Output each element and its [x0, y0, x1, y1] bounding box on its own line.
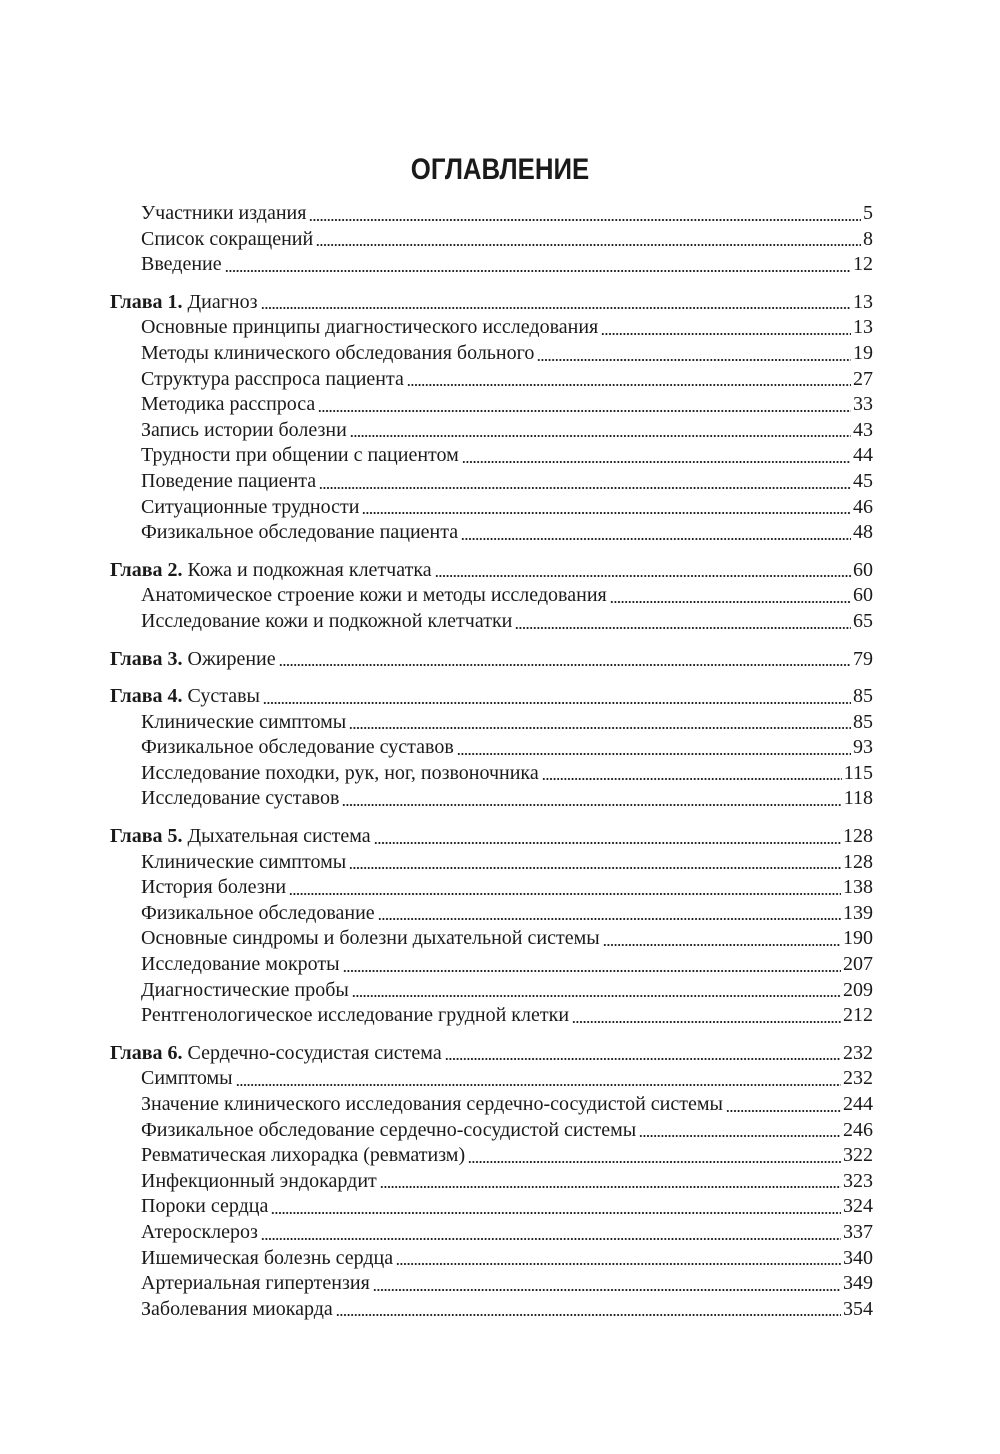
toc-entry-row[interactable] — [110, 1066, 873, 1092]
toc-entry-label: Физикальное обследование — [141, 901, 375, 924]
dot-leader — [316, 239, 861, 247]
toc-entry-label: Исследование походки, рук, ног, позвоночника — [141, 761, 539, 784]
page-number: 8 — [863, 227, 873, 250]
dot-leader — [572, 1016, 841, 1024]
page-number: 207 — [843, 953, 873, 976]
toc-entry-row[interactable] — [110, 1194, 873, 1220]
toc-chapter-title — [110, 558, 432, 584]
toc-entry-row[interactable] — [110, 315, 873, 341]
chapter-name: Кожа и подкожная клетчатка — [187, 558, 432, 581]
dot-leader — [336, 1309, 841, 1317]
page-number: 244 — [843, 1093, 873, 1115]
dot-leader — [396, 1258, 841, 1266]
page-number: 232 — [843, 1041, 873, 1064]
page-number: 79 — [853, 647, 873, 670]
toc-chapter-row[interactable] — [110, 290, 873, 316]
chapter-number: Глава 2. — [110, 558, 183, 581]
toc-entry-label: Физикальное обследование пациента — [141, 521, 459, 544]
toc-entry-row[interactable] — [110, 1143, 873, 1169]
dot-leader — [349, 862, 841, 870]
page-number: 85 — [853, 710, 873, 733]
page-number: 44 — [853, 444, 873, 467]
page-number: 340 — [843, 1246, 873, 1269]
toc-entry-label: Основные синдромы и болезни дыхательной системы — [141, 927, 600, 950]
dot-leader — [236, 1079, 841, 1087]
toc-entry-label: Клинические симптомы — [141, 850, 347, 873]
toc-chapter-row[interactable] — [110, 684, 873, 710]
toc-entry-row[interactable] — [110, 227, 873, 253]
chapter-name: Ожирение — [187, 647, 276, 670]
dot-leader — [350, 430, 851, 438]
chapter-name: Суставы — [187, 685, 260, 708]
dot-leader — [601, 328, 851, 336]
toc-entry-row[interactable] — [110, 495, 873, 521]
dot-leader — [462, 456, 851, 464]
toc-entry-row[interactable] — [110, 952, 873, 978]
chapter-number: Глава 1. — [110, 290, 183, 313]
dot-leader — [319, 482, 851, 490]
toc-entry-label: Физикальное обследование суставов — [141, 736, 454, 759]
toc-entry-label: Ситуационные трудности — [141, 495, 360, 518]
toc-entry-row[interactable] — [110, 875, 873, 901]
dot-leader — [457, 748, 851, 756]
dot-leader — [373, 1284, 841, 1292]
toc-entry-label: Запись истории болезни — [141, 418, 347, 441]
toc-chapter-row[interactable] — [110, 647, 873, 673]
toc-entry-row[interactable] — [110, 1220, 873, 1246]
toc-entry-label: Клинические симптомы — [141, 710, 347, 733]
page-number: 118 — [843, 787, 873, 810]
toc-entry-label: Инфекционный эндокардит — [141, 1169, 377, 1192]
page-number: 65 — [853, 609, 873, 632]
page-number: 324 — [843, 1195, 873, 1218]
toc-entry-row[interactable] — [110, 1169, 873, 1195]
page-number: 354 — [843, 1297, 873, 1320]
dot-leader — [380, 1181, 841, 1189]
dot-leader — [349, 722, 851, 730]
toc-entry-label: Анатомическое строение кожи и методы исследования — [141, 584, 607, 607]
toc-entry-row[interactable] — [110, 710, 873, 736]
dot-leader — [362, 507, 851, 515]
toc-entry-row[interactable] — [110, 520, 873, 546]
dot-leader — [610, 596, 851, 604]
dot-leader — [461, 533, 851, 541]
dot-leader — [639, 1130, 841, 1138]
toc-entry-label: Физикальное обследование сердечно-сосудистой системы — [141, 1118, 637, 1141]
toc-entry-label: Симптомы — [141, 1067, 233, 1090]
dot-leader — [515, 622, 851, 630]
toc-entry-row[interactable] — [110, 392, 873, 418]
page-number: 139 — [843, 901, 873, 924]
page-number: 13 — [853, 290, 873, 313]
toc-entry-label: Пороки сердца — [141, 1195, 269, 1218]
chapter-number: Глава 5. — [110, 825, 183, 848]
dot-leader — [279, 659, 851, 667]
page-number: 46 — [853, 495, 873, 518]
page-number: 337 — [843, 1220, 873, 1243]
toc-entry-label: Значение клинического исследования сердечно-сосудистой системы — [141, 1093, 723, 1115]
page-number: 322 — [843, 1144, 873, 1167]
toc-entry-label: Ревматическая лихорадка (ревматизм) — [141, 1144, 466, 1167]
toc-chapter-row[interactable] — [110, 1041, 873, 1067]
toc-entry-row[interactable] — [110, 786, 873, 812]
page-number: 60 — [853, 558, 873, 581]
page-number: 19 — [853, 341, 873, 364]
toc-chapter-title — [110, 824, 371, 850]
chapter-number: Глава 6. — [110, 1041, 183, 1064]
dot-leader — [318, 405, 851, 413]
chapter-number: Глава 3. — [110, 647, 183, 670]
toc-entry-row[interactable] — [110, 583, 873, 609]
page-number: 128 — [843, 850, 873, 873]
toc-chapter-title — [110, 290, 258, 316]
toc-entry-label: Методика расспроса — [141, 393, 316, 416]
dot-leader — [542, 773, 842, 781]
toc-chapter-group — [110, 647, 873, 673]
toc-entry-row[interactable] — [110, 418, 873, 444]
toc-entry-row[interactable] — [110, 735, 873, 761]
page-number: 13 — [853, 316, 873, 339]
toc-entry-row[interactable] — [110, 367, 873, 393]
toc-entry-row[interactable] — [110, 1246, 873, 1272]
toc-entry-label: Исследование кожи и подкожной клетчатки — [141, 609, 513, 632]
toc-entry-row[interactable] — [110, 443, 873, 469]
dot-leader — [261, 1233, 841, 1241]
toc-chapter-group — [110, 558, 873, 635]
toc-entry-label: Ишемическая болезнь сердца — [141, 1246, 394, 1269]
dot-leader — [309, 214, 861, 222]
page-number: 212 — [843, 1004, 873, 1027]
toc-entry-label: Заболевания миокарда — [141, 1297, 333, 1320]
toc-chapter-title — [110, 647, 276, 673]
toc-entry-row[interactable] — [110, 978, 873, 1004]
chapter-name: Дыхательная система — [187, 825, 371, 848]
toc-entry-label: Введение — [141, 253, 222, 276]
toc-entry-row[interactable] — [110, 201, 873, 227]
chapter-number: Глава 4. — [110, 685, 183, 708]
toc-entry-label: Список сокращений — [141, 227, 314, 250]
chapter-name: Сердечно-сосудистая система — [187, 1041, 442, 1064]
chapter-name: Диагноз — [187, 290, 258, 313]
toc-entry-label: Диагностические пробы — [141, 978, 349, 1001]
dot-leader — [271, 1207, 841, 1215]
page-number: 246 — [843, 1118, 873, 1141]
toc-entry-row[interactable] — [110, 469, 873, 495]
page-number: 12 — [853, 253, 873, 276]
toc-entry-label: Участники издания — [141, 202, 307, 224]
dot-leader — [726, 1105, 841, 1113]
dot-leader — [378, 913, 841, 921]
page-number: 27 — [853, 367, 873, 390]
toc-entry-row[interactable] — [110, 850, 873, 876]
page-number: 45 — [853, 469, 873, 492]
page-number: 93 — [853, 736, 873, 759]
toc-entry-label: История болезни — [141, 876, 287, 899]
dot-leader — [445, 1053, 841, 1061]
dot-leader — [352, 990, 841, 998]
toc-entry-row[interactable] — [110, 609, 873, 635]
dot-leader — [263, 697, 851, 705]
toc-entry-label: Исследование суставов — [141, 787, 340, 810]
toc-chapter-group — [110, 824, 873, 1029]
toc-chapter-title — [110, 1041, 442, 1067]
dot-leader — [343, 965, 841, 973]
toc-entry-label: Трудности при общении с пациентом — [141, 444, 459, 467]
toc-entry-row[interactable] — [110, 926, 873, 952]
toc-entry-label: Методы клинического обследования больного — [141, 341, 535, 364]
toc-chapter-title — [110, 684, 260, 710]
toc-entry-label: Структура расспроса пациента — [141, 367, 404, 390]
toc-entry-label: Исследование мокроты — [141, 953, 340, 976]
page-number: 349 — [843, 1272, 873, 1295]
dot-leader — [225, 265, 851, 273]
toc-entry-row[interactable] — [110, 341, 873, 367]
toc-entry-label: Атеросклероз — [141, 1220, 258, 1243]
toc-entry-label: Поведение пациента — [141, 469, 317, 492]
page-number: 5 — [863, 202, 873, 224]
dot-leader — [407, 379, 851, 387]
toc-chapter-group — [110, 684, 873, 812]
toc-entry-row[interactable] — [110, 1092, 873, 1118]
toc-entry-row[interactable] — [110, 252, 873, 278]
toc-entry-row[interactable] — [110, 761, 873, 787]
page-number: 85 — [853, 685, 873, 708]
dot-leader — [435, 570, 851, 578]
page-title: ОГЛАВЛЕНИЕ — [410, 153, 590, 186]
toc-entry-label: Рентгенологическое исследование грудной клетки — [141, 1004, 570, 1027]
dot-leader — [537, 354, 851, 362]
toc-front-matter — [110, 201, 873, 278]
toc-entry-row[interactable] — [110, 901, 873, 927]
toc-entry-row[interactable] — [110, 1271, 873, 1297]
page-number: 33 — [853, 393, 873, 416]
toc-chapter-row[interactable] — [110, 824, 873, 850]
dot-leader — [261, 302, 851, 310]
table-of-contents — [110, 201, 873, 1334]
page-number: 48 — [853, 521, 873, 544]
page-number: 138 — [843, 876, 873, 899]
page-number: 323 — [843, 1169, 873, 1192]
page-number: 60 — [853, 584, 873, 607]
toc-entry-label: Основные принципы диагностического исследования — [141, 316, 599, 339]
toc-entry-row[interactable] — [110, 1003, 873, 1029]
dot-leader — [374, 837, 841, 845]
page-number: 232 — [843, 1067, 873, 1090]
dot-leader — [468, 1156, 841, 1164]
toc-chapter-group — [110, 1041, 873, 1323]
page-number: 43 — [853, 418, 873, 441]
toc-entry-row[interactable] — [110, 1118, 873, 1144]
page-number: 190 — [843, 927, 873, 950]
dot-leader — [603, 939, 841, 947]
toc-chapter-group — [110, 290, 873, 546]
dot-leader — [289, 888, 841, 896]
dot-leader — [342, 799, 841, 807]
toc-chapter-row[interactable] — [110, 558, 873, 584]
page-number: 115 — [843, 761, 873, 784]
toc-entry-label: Артериальная гипертензия — [141, 1272, 370, 1295]
page-number: 209 — [843, 978, 873, 1001]
toc-entry-row[interactable] — [110, 1297, 873, 1323]
page-number: 128 — [843, 825, 873, 848]
